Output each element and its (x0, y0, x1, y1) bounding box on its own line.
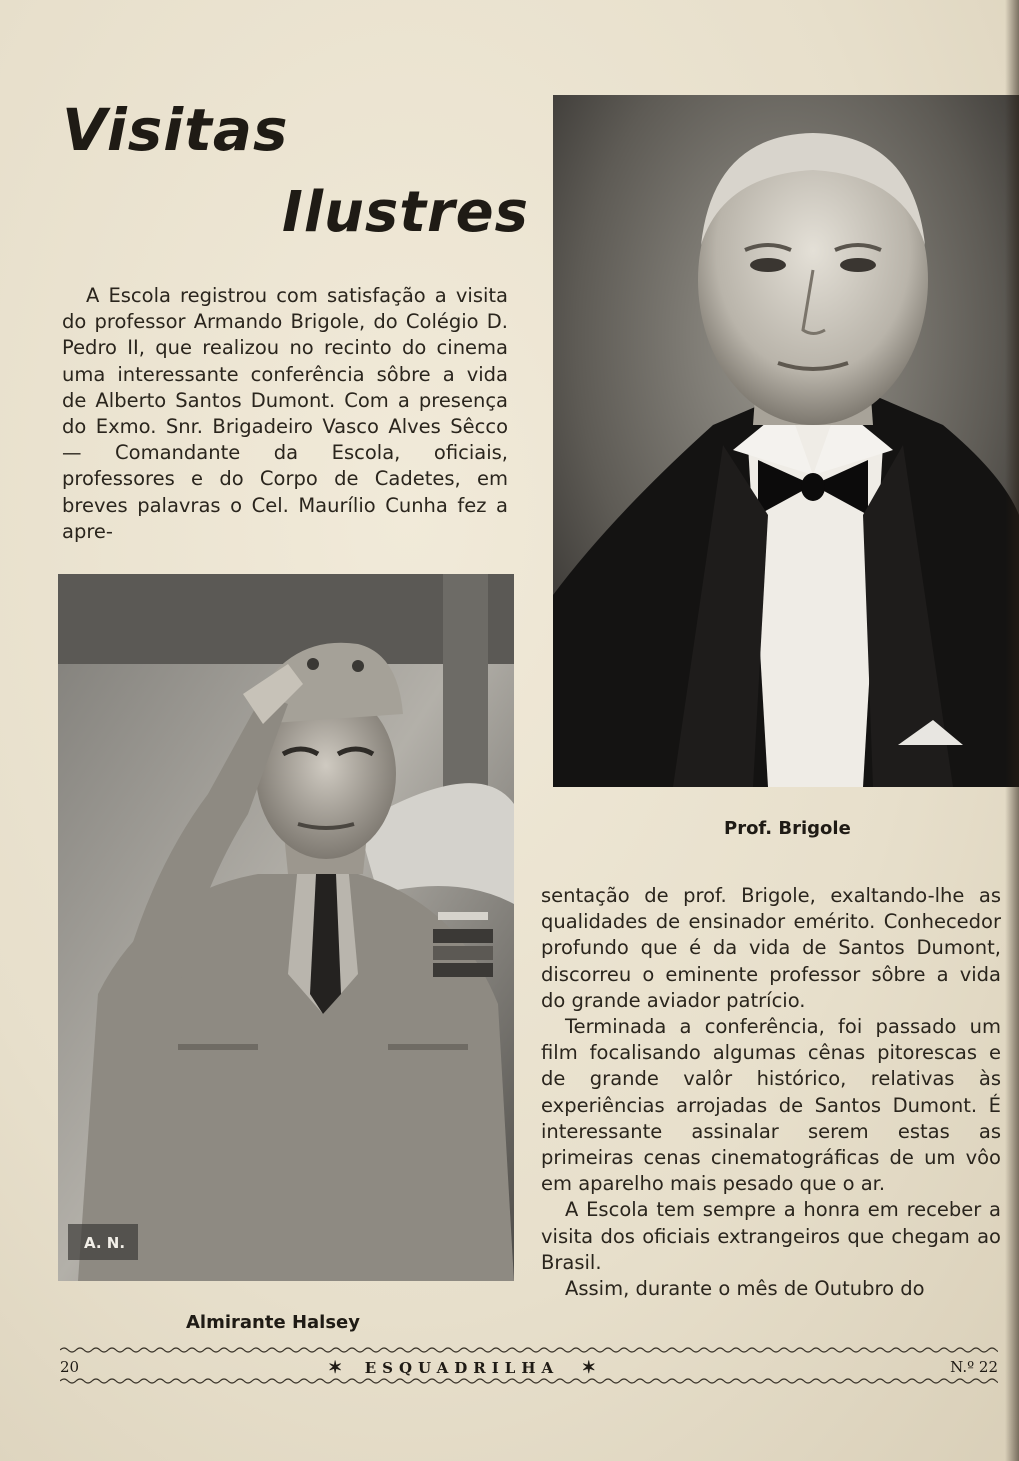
magazine-name-text: ESQUADRILHA (364, 1359, 560, 1377)
continuation-paragraph-3: A Escola tem sempre a honra em receber a visita dos oficiais extrangeiros que chegam ao Brasil. (541, 1198, 1001, 1274)
star-right-icon: ✶ (581, 1358, 596, 1378)
halsey-caption: Almirante Halsey (186, 1312, 360, 1333)
page-number: 20 (60, 1358, 80, 1376)
continuation-paragraph-4: Assim, durante o mês de Outubro do (565, 1277, 925, 1301)
star-left-icon: ✶ (328, 1358, 343, 1378)
title-line-1: Visitas (62, 96, 289, 164)
continuation-paragraph-2: Terminada a conferência, foi passado um film focalisando algumas cênas pitorescas e de grande valôr histórico, relativas às experiências arrojadas de Santos Dumont. É interessante assinalar serem estas as primeiras cenas cinematográficas de um vôo em aparelho mais pesado que o ar. (541, 1015, 1001, 1196)
continuation-paragraph-1: sentação de prof. Brigole, exaltando-lhe as qualidades de ensinador emérito. Conhecedor profundo que é da vida de Santos Dumont, discorreu o eminente professor sôbre a vida do grande aviador patrício. (541, 884, 1001, 1012)
footer-rule-bottom (60, 1376, 998, 1386)
continuation-column (541, 883, 1001, 1302)
brigole-photo (553, 95, 1019, 787)
issue-number: N.º 22 (950, 1358, 998, 1376)
title-line-2: Ilustres (282, 180, 529, 245)
page-binding-shadow (1005, 0, 1019, 1461)
intro-paragraph: A Escola registrou com satisfação a visita do professor Armando Brigole, do Colégio D. Pedro II, que realizou no recinto do cinema uma interessante conferência sôbre a vida de Alberto Santos Dumont. Com a presença do Exmo. Snr. Brigadeiro Vasco Alves Sêcco — Comandante da Escola, oficiais, professores e do Corpo de Cadetes, em breves palavras o Cel. Maurílio Cunha fez a apre- (62, 284, 508, 543)
halsey-photo (58, 574, 514, 1281)
brigole-caption: Prof. Brigole (724, 818, 851, 839)
halsey-photo-credit: A. N. (84, 1234, 126, 1252)
magazine-name (328, 1358, 596, 1378)
footer-rule-top (60, 1345, 998, 1355)
